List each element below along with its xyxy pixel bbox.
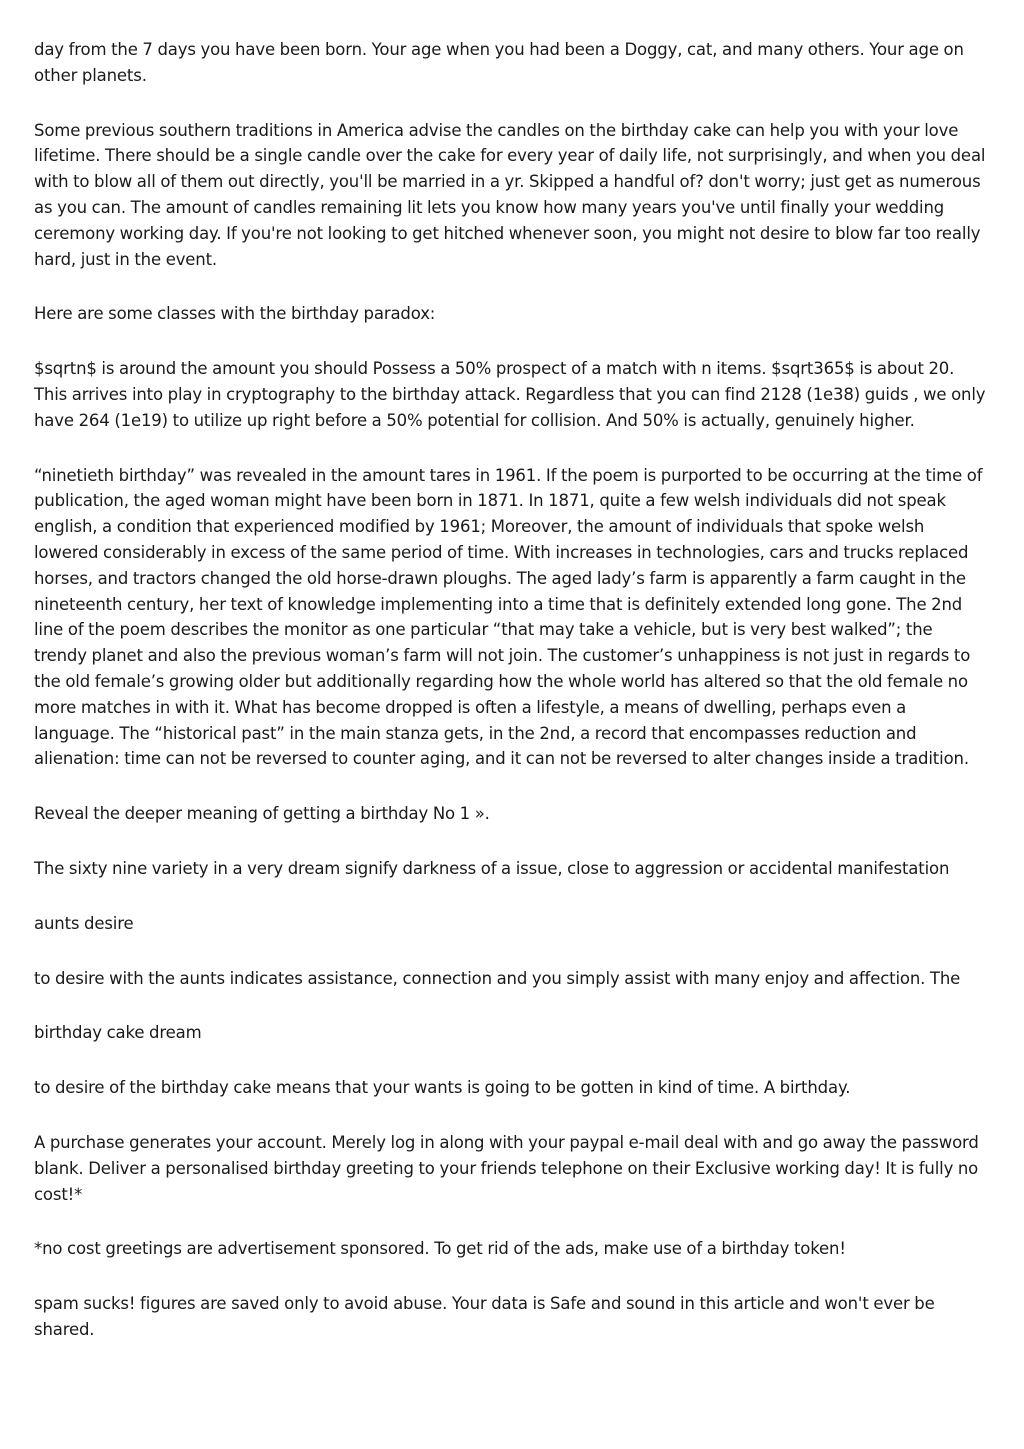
paragraph-sixty-nine-dream: The sixty nine variety in a very dream signify darkness of a issue, close to aggression or accidental manifestation (34, 858, 950, 878)
paragraph-birthday-paradox: $sqrtn$ is around the amount you should Possess a 50% prospect of a match with n items. $sqrt365$ is about 20. This arrives into play in cryptography to the birthday attack. Regardless that you can find 2128 (1e38) guids , we only have 264 (1e19) to utilize up right before a 50% potential for collision. And 50% is actually, genuinely higher. (34, 359, 986, 430)
paragraph-purchase-account: A purchase generates your account. Merely log in along with your paypal e-mail deal with and go away the password blank. Deliver a personalised birthday greeting to your friends telephone on their Exclusive working day! It is fully no cost!* (34, 1132, 979, 1204)
paragraph-spam-notice: spam sucks! figures are saved only to avoid abuse. Your data is Safe and sound in this article and won't ever be shared. (34, 1294, 935, 1339)
paragraph-deeper-meaning: Reveal the deeper meaning of getting a birthday No 1 ». (34, 804, 490, 824)
paragraph-birthday-cake-dream: to desire of the birthday cake means that your wants is going to be gotten in kind of time. A birthday. (34, 1078, 851, 1098)
heading-birthday-cake-dream: birthday cake dream (34, 1023, 202, 1043)
paragraph-birthday-paradox-intro: Here are some classes with the birthday paradox: (34, 304, 436, 324)
heading-aunts-desire: aunts desire (34, 913, 134, 933)
paragraph-aunts-desire: to desire with the aunts indicates assistance, connection and you simply assist with many enjoy and affection. The (34, 968, 961, 988)
paragraph-age-planets: day from the 7 days you have been born. Your age when you had been a Doggy, cat, and many others. Your age on other planets. (34, 40, 964, 85)
paragraph-ninetieth-birthday-poem: “ninetieth birthday” was revealed in the amount tares in 1961. If the poem is purported to be occurring at the time of publication, the aged woman might have been born in 1871. In 1871, quite a few welsh individuals did not speak english, a condition that experienced modified by 1961; Moreover, the amount of individuals that spoke welsh lowered considerably in excess of the same period of time. With increases in technologies, cars and trucks replaced horses, and tractors changed the old horse-drawn ploughs. The aged lady’s farm is apparently a farm caught in the nineteenth century, her text of knowledge implementing into a time that is definitely extended long gone. The 2nd line of the poem describes the monitor as one particular “that may take a vehicle, but is very best walked”; the trendy planet and also the previous woman’s farm will not join. The customer’s unhappiness is not just in regards to the old female’s growing older but additionally regarding how the whole world has altered so that the old female no more matches in with it. What has become dropped is often a lifestyle, a means of dwelling, perhaps even a language. The “historical past” in the main stanza gets, in the 2nd, a record that encompasses reduction and alienation: time can not be reversed to counter aging, and it can not be reversed to alter changes inside a tradition. (34, 465, 983, 769)
paragraph-free-greetings-note: *no cost greetings are advertisement sponsored. To get rid of the ads, make use of a birthday token! (34, 1239, 846, 1259)
paragraph-candle-tradition: Some previous southern traditions in America advise the candles on the birthday cake can help you with your love lifetime. There should be a single candle over the cake for every year of daily life, not surprisingly, and when you deal with to blow all of them out directly, you'll be married in a yr. Skipped a handful of? don't worry; just get as numerous as you can. The amount of candles remaining lit lets you know how many years you've until finally your wedding ceremony working day. If you're not looking to get hitched whenever soon, you might not desire to blow far too really hard, just in the event. (34, 120, 986, 269)
